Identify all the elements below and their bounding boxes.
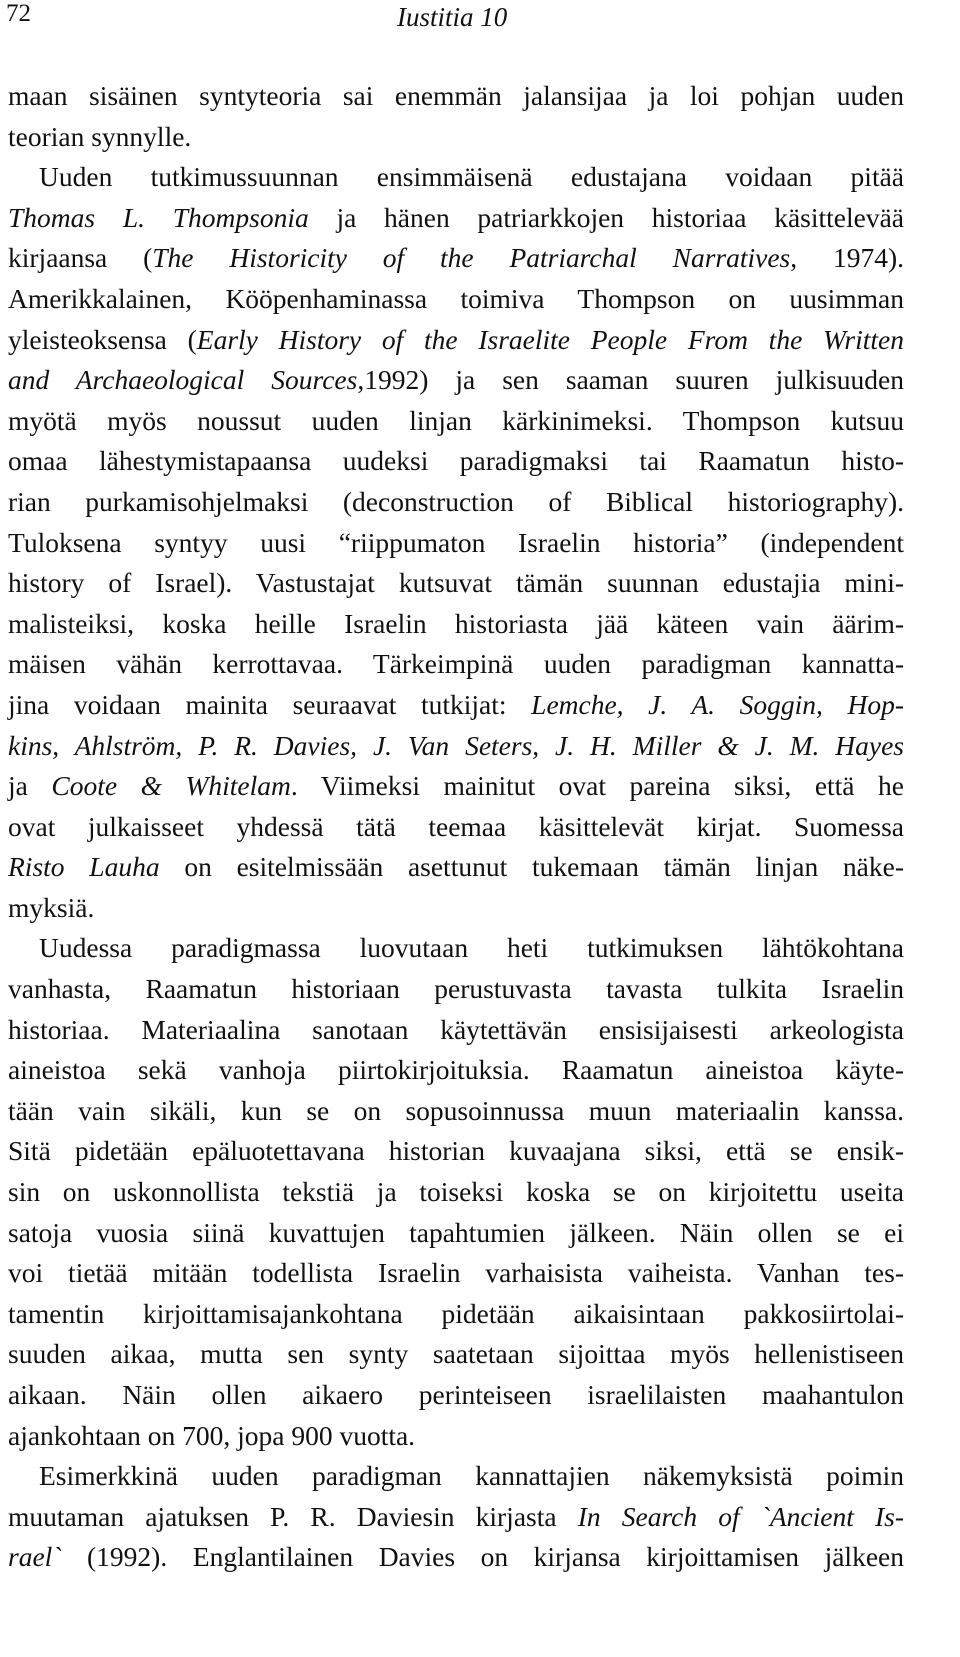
text-line: Tuloksena syntyy uusi “riippumaton Israelin historia” (independent <box>8 526 904 558</box>
text-run: ja <box>8 770 52 802</box>
text-line: teorian synnylle. <box>8 120 192 152</box>
text-line: rian purkamisohjelmaksi (deconstruction of Biblical historiography). <box>8 485 904 517</box>
text-run: muutaman ajatuksen P. R. Daviesin kirjasta <box>8 1500 578 1532</box>
text-run: kirjaansa ( <box>8 242 153 274</box>
page-number: 72 <box>6 0 31 27</box>
text-line: aineistoa sekä vanhoja piirtokirjoituksia. Raamatun aineistoa käyte- <box>8 1054 904 1086</box>
text-line: suuden aikaa, mutta sen synty saatetaan sijoittaa myös hellenistiseen <box>8 1338 904 1370</box>
italic-text: kins, Ahlström, P. R. Davies, J. Van Seters, J. H. Miller & J. M. Hayes <box>8 729 904 761</box>
text-line: voi tietää mitään todellista Israelin varhaisista vaiheista. Vanhan tes- <box>8 1257 904 1289</box>
text-line: ajankohtaan on 700, jopa 900 vuotta. <box>8 1419 416 1451</box>
text-line: Uudessa paradigmassa luovutaan heti tutkimuksen lähtökohtana <box>39 932 904 964</box>
italic-text: The Historicity of the Patriarchal Narratives <box>152 242 791 274</box>
body-text <box>8 76 904 1578</box>
text-line: historiaa. Materiaalina sanotaan käytettävän ensisijaisesti arkeologista <box>8 1013 904 1045</box>
text-line: vanhasta, Raamatun historiaan perustuvasta tavasta tulkita Israelin <box>8 973 904 1005</box>
running-title: Iustitia 10 <box>397 2 508 32</box>
text-run: (1992). Englantilainen Davies on kirjansa kirjoittamisen jälkeen <box>61 1541 904 1573</box>
italic-text: Risto Lauha <box>8 851 160 883</box>
text-line: Esimerkkinä uuden paradigman kannattajien näkemyksistä poimin <box>39 1460 904 1492</box>
italic-text: Coote & Whitelam <box>51 770 291 802</box>
text-line: aikaan. Näin ollen aikaero perinteiseen israelilaisten maahantulon <box>8 1379 904 1410</box>
text-line: tään vain sikäli, kun se on sopusoinnussa muun materiaalin kanssa. <box>8 1094 904 1126</box>
text-line: sin on uskonnollista tekstiä ja toiseksi koska se on kirjoitettu useita <box>8 1176 904 1208</box>
text-line: maan sisäinen syntyteoria sai enemmän jalansijaa ja loi pohjan uuden <box>8 80 904 111</box>
text-run: ,1992) ja sen saaman suuren julkisuuden <box>357 364 904 396</box>
page-header <box>0 0 960 60</box>
text-line: myksiä. <box>8 891 95 923</box>
italic-text: Thomas L. Thompsonia <box>8 201 309 233</box>
text-run: . Viimeksi mainitut ovat pareina siksi, että he <box>290 770 904 802</box>
text-line: myötä myös noussut uuden linjan kärkinimeksi. Thompson kutsuu <box>8 404 904 436</box>
text-line: history of Israel). Vastustajat kutsuvat tämän suunnan edustajia mini- <box>8 567 904 599</box>
text-line: Amerikkalainen, Kööpenhaminassa toimiva Thompson on uusimman <box>8 282 904 314</box>
text-line: Sitä pidetään epäluotettavana historian kuvaajana siksi, että se ensik- <box>8 1135 904 1167</box>
italic-text: In Search of `Ancient Is- <box>577 1500 904 1532</box>
text-line: ovat julkaisseet yhdessä tätä teemaa käsittelevät kirjat. Suomessa <box>8 810 904 842</box>
text-line <box>8 847 904 888</box>
text-run: yleisteoksensa ( <box>8 323 197 355</box>
text-line <box>8 238 904 279</box>
text-line <box>8 726 904 767</box>
text-line: satoja vuosia siinä kuvattujen tapahtumien jälkeen. Näin ollen se ei <box>8 1216 904 1248</box>
text-line <box>8 360 904 401</box>
text-line: tamentin kirjoittamisajankohtana pidetään aikaisintaan pakkosiirtolai- <box>8 1297 904 1329</box>
text-line <box>8 198 904 239</box>
text-line <box>8 685 904 726</box>
text-line <box>8 1497 904 1538</box>
text-line <box>8 766 904 807</box>
text-run: jina voidaan mainita seuraavat tutkijat: <box>8 688 532 720</box>
italic-text: Early History of the Israelite People From the Written <box>196 323 904 355</box>
text-line: Uuden tutkimussuunnan ensimmäisenä edustajana voidaan pitää <box>39 161 904 193</box>
italic-text: and Archaeological Sources <box>8 364 358 396</box>
text-line: malisteiksi, koska heille Israelin historiasta jää käteen vain äärim- <box>8 607 904 639</box>
text-line: omaa lähestymistapaansa uudeksi paradigmaksi tai Raamatun histo- <box>8 445 904 477</box>
text-run: , 1974). <box>790 242 905 274</box>
text-line: mäisen vähän kerrottavaa. Tärkeimpinä uuden paradigman kannatta- <box>8 648 904 680</box>
italic-text: Lemche, J. A. Soggin, Hop- <box>531 688 905 720</box>
text-line <box>8 1537 904 1578</box>
text-run: ja hänen patriarkkojen historiaa käsittelevää <box>308 201 904 233</box>
text-run: on esitelmissään asettunut tukemaan tämän linjan näke- <box>159 851 905 883</box>
italic-text: rael` <box>8 1541 62 1573</box>
text-line <box>8 320 904 361</box>
